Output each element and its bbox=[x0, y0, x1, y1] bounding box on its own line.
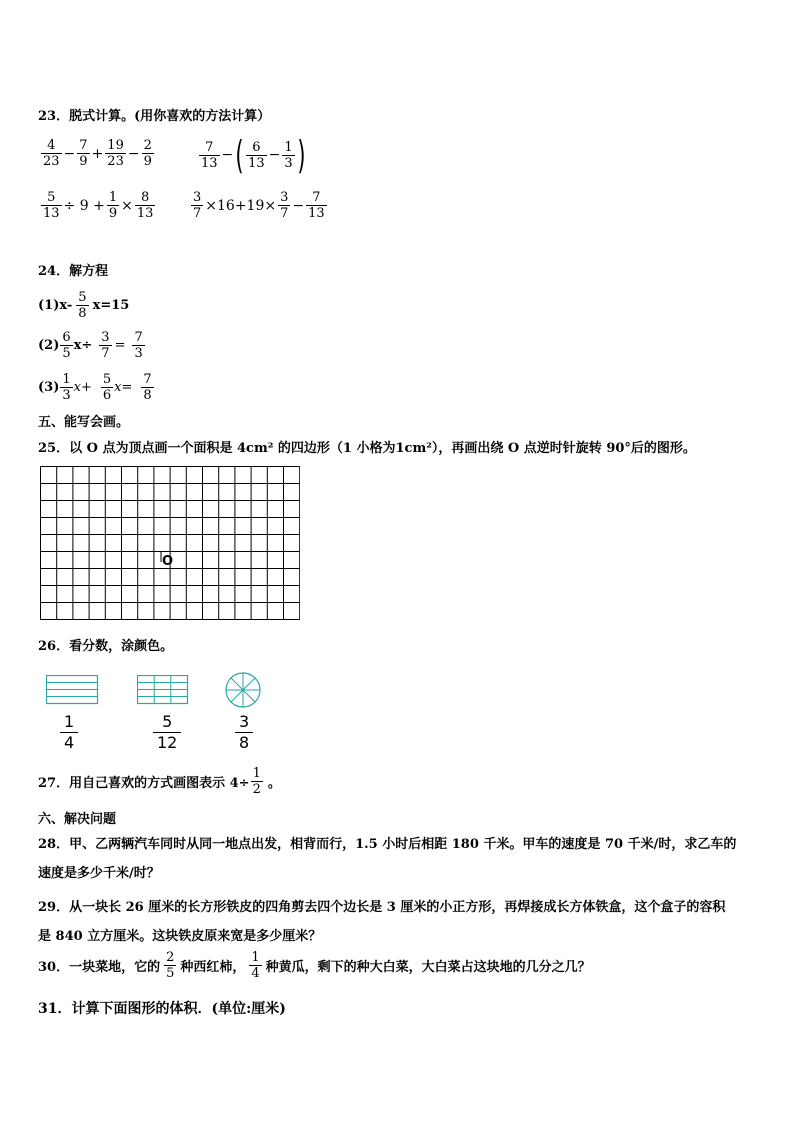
q24-equation-3: (3) $\frac{1}{3}$ x + $\frac{5}{6}$ x = $\frac{7}{8}$ bbox=[38, 372, 152, 403]
q23-title: 23．脱式计算。(用你喜欢的方法计算） bbox=[38, 109, 271, 124]
q28-line-2: 速度是多少千米/时？ bbox=[38, 866, 160, 881]
q27-line: 27．用自己喜欢的方式画图表示 4÷ $\frac{1}{2}$ 。 bbox=[38, 766, 281, 797]
q28-line-1: 28．甲、乙两辆汽车同时从同一地点出发，相背而行，1.5 小时后相距 180 千米。甲车的速度是 70 千米/时，求乙车的 bbox=[38, 837, 737, 852]
q29-line-1: 29．从一块长 26 厘米的长方形铁皮的四角剪去四个边长是 3 厘米的小正方形，再焊接成长方体铁盒，这个盒子的容积 bbox=[38, 900, 726, 915]
q23-expression-4: $\frac{3}{7}$ ×16+19× $\frac{3}{7}$ − $\frac{7}{13}$ bbox=[193, 190, 325, 221]
q24-title: 24．解方程 bbox=[38, 264, 109, 279]
q23-expression-2: $\frac{7}{13}$ − ( $\frac{6}{13}$ − $\frac{1}{3}$ ) bbox=[201, 133, 306, 177]
q24-equation-2: (2) $\frac{6}{5}$ x÷ $\frac{3}{7}$ = $\frac{7}{3}$ bbox=[38, 330, 143, 361]
q25-grid[interactable] bbox=[40, 466, 300, 622]
q24-equation-1: (1) x- $\frac{5}{8}$ x=15 bbox=[38, 290, 130, 321]
section-6-heading: 六、解决问题 bbox=[38, 812, 117, 827]
rectangle-quarters-figure[interactable] bbox=[46, 675, 100, 705]
point-o-label: O bbox=[162, 554, 174, 569]
rectangle-twelfths-figure[interactable] bbox=[137, 675, 189, 705]
q31-title: 31．计算下面图形的体积．(单位:厘米) bbox=[38, 1001, 286, 1017]
q23-expression-3: $\frac{5}{13}$ ÷ 9 + $\frac{1}{9}$ × $\frac{8}{13}$ bbox=[43, 190, 154, 221]
q29-line-2: 是 840 立方厘米。这块铁皮原来宽是多少厘米？ bbox=[38, 929, 322, 944]
q26-title: 26．看分数，涂颜色。 bbox=[38, 639, 174, 654]
section-5-heading: 五、能写会画。 bbox=[38, 415, 130, 430]
q30-line: 30．一块菜地，它的 $\frac{2}{5}$ 种西红柿， $\frac{1}{4}$ 种黄瓜，剩下的种大白菜，大白菜占这块地的几分之几？ bbox=[38, 950, 591, 981]
fraction-three-eighths: $\frac{3}{8}$ bbox=[235, 712, 253, 753]
q25-title: 25．以 O 点为顶点画一个面积是 4cm² 的四边形（1 小格为1cm²），再画出绕 O 点逆时针旋转 90°后的图形。 bbox=[38, 441, 696, 456]
fraction-one-quarter: $\frac{1}{4}$ bbox=[60, 712, 78, 753]
q23-expression-1: $\frac{4}{23}$ − $\frac{7}{9}$ + $\frac{19}{23}$ − $\frac{2}{9}$ bbox=[43, 138, 152, 169]
fraction-five-twelfths: $\frac{5}{12}$ bbox=[153, 712, 181, 753]
circle-eighths-figure[interactable] bbox=[224, 671, 262, 709]
